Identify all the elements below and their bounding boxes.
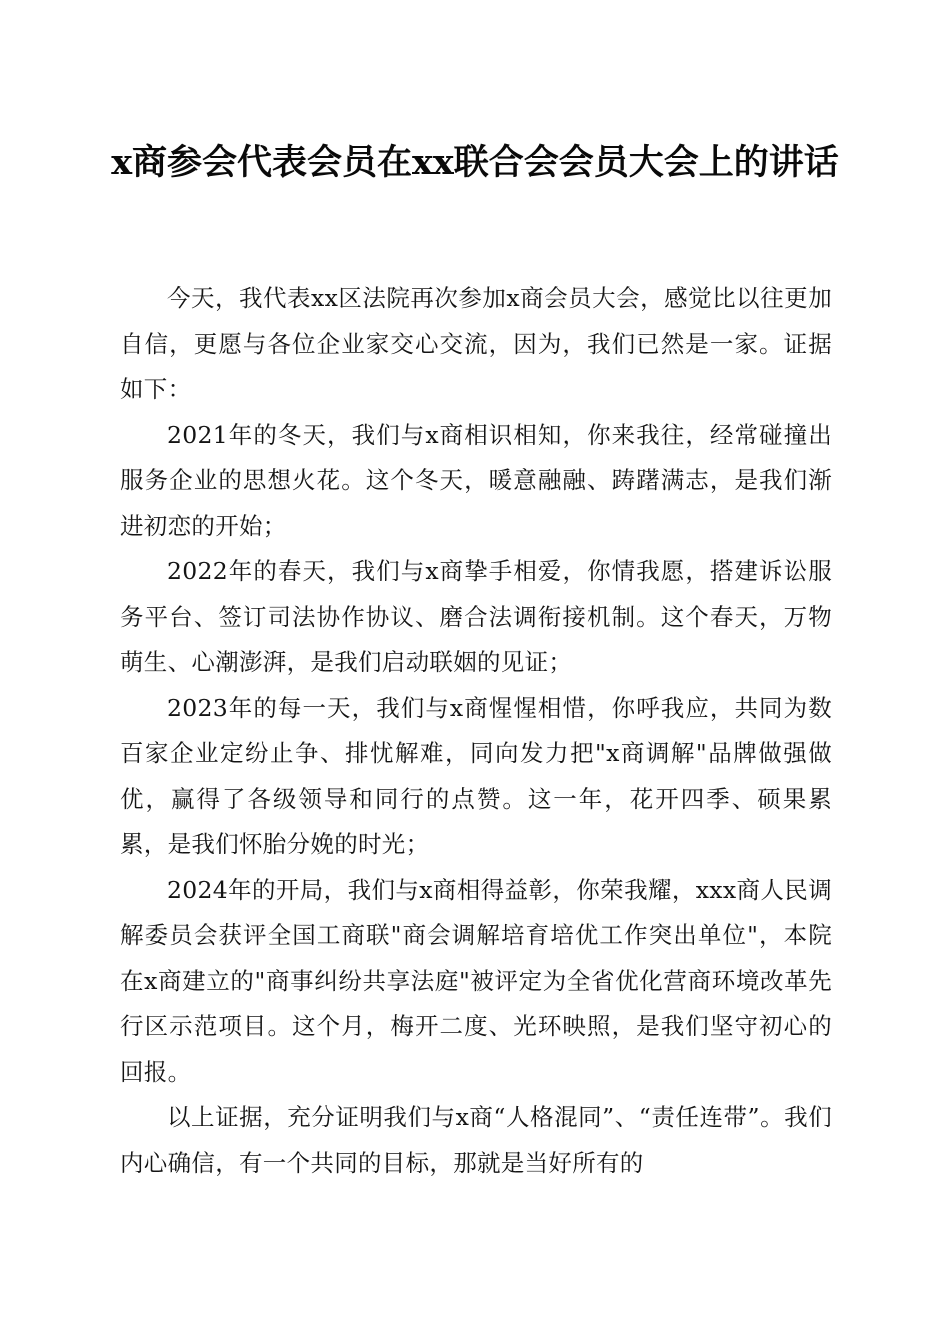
paragraph-2023: 2023年的每一天，我们与x商惺惺相惜，你呼我应，共同为数百家企业定纷止争、排忧解难，同向发力把"x商调解"品牌做强做优，赢得了各级领导和同行的点赞。这一年，花开四季、硕果累累，是我们怀胎分娩的时光； [120, 693, 832, 858]
document-body [120, 276, 832, 1186]
paragraph-conclusion: 以上证据，充分证明我们与x商“人格混同”、“责任连带”。我们内心确信，有一个共同的目标，那就是当好所有的 [120, 1103, 832, 1177]
paragraph-intro: 今天，我代表xx区法院再次参加x商会员大会，感觉比以往更加自信，更愿与各位企业家交心交流，因为，我们已然是一家。证据如下： [120, 284, 832, 403]
document-title: x商参会代表会员在xx联合会会员大会上的讲话 [111, 142, 839, 183]
paragraph-2022: 2022年的春天，我们与x商挚手相爱，你情我愿，搭建诉讼服务平台、签订司法协作协议、磨合法调衔接机制。这个春天，万物萌生、心潮澎湃，是我们启动联姻的见证； [120, 557, 832, 676]
paragraph-2021: 2021年的冬天，我们与x商相识相知，你来我往，经常碰撞出服务企业的思想火花。这个冬天，暖意融融、踌躇满志，是我们渐进初恋的开始； [120, 420, 832, 540]
paragraph-2024: 2024年的开局，我们与x商相得益彰，你荣我耀，xxx商人民调解委员会获评全国工商联"商会调解培育培优工作突出单位"，本院在x商建立的"商事纠纷共享法庭"被评定为全省优化营商环境改革先行区示范项目。这个月，梅开二度、光环映照，是我们坚守初心的回报。 [120, 875, 832, 1086]
